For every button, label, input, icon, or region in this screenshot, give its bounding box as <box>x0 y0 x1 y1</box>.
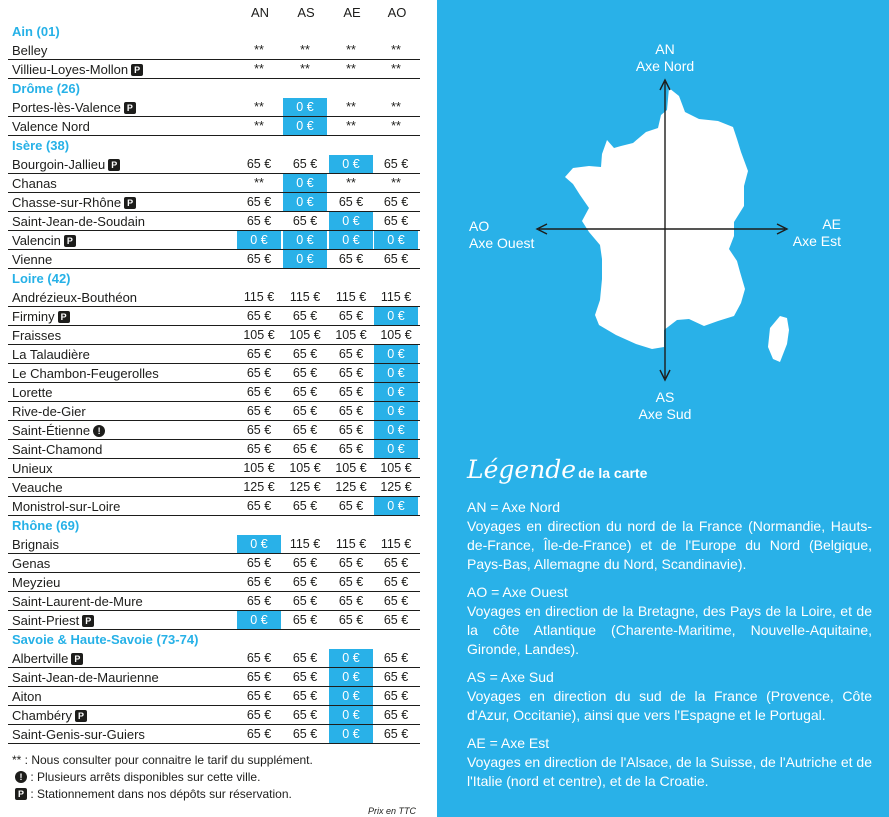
multi-stop-icon: ! <box>15 771 27 783</box>
city-cell <box>12 689 42 704</box>
price-cell-ae: 65 € <box>338 423 364 437</box>
legend-item <box>467 668 872 725</box>
city-name: Andrézieux-Bouthéon <box>12 290 138 305</box>
price-cell-as: 105 € <box>289 328 321 342</box>
legend-list <box>467 498 872 800</box>
price-cell-ao: ** <box>391 100 401 114</box>
city-cell <box>12 252 52 267</box>
legend-item-desc: Voyages en direction du nord de la France (Normandie, Hauts-de-France, Île-de-France) et de l'Europe du Nord (Belgique, Pays-Bas, Allemagne du Nord, Scandinavie). <box>467 518 872 572</box>
axis-north-label <box>627 41 703 75</box>
price-cell-an: ** <box>254 119 264 133</box>
section-title: Loire (42) <box>12 271 71 286</box>
price-cell-ae: 65 € <box>338 556 364 570</box>
legend-item-desc: Voyages en direction de l'Alsace, de la Suisse, de l'Autriche et de l'Italie (nord et centre), et de la Croatie. <box>467 754 872 789</box>
price-cell-as: 65 € <box>292 575 318 589</box>
price-cell-ae: 65 € <box>338 252 364 266</box>
table-row <box>8 706 420 725</box>
city-cell <box>12 594 143 609</box>
legend-item-head: AO = Axe Ouest <box>467 584 568 600</box>
price-cell-an: 65 € <box>246 195 272 209</box>
price-cell-an: 65 € <box>246 404 272 418</box>
city-name: Lorette <box>12 385 53 400</box>
table-row <box>8 402 420 421</box>
city-cell <box>12 423 105 438</box>
price-cell-ae: 0 € <box>329 687 373 705</box>
table-row <box>8 592 420 611</box>
price-cell-ae: ** <box>346 100 356 114</box>
table-row <box>8 364 420 383</box>
price-cell-ae: 65 € <box>338 347 364 361</box>
price-cell-as: 125 € <box>289 480 321 494</box>
table-row <box>8 250 420 269</box>
price-cell-an: 105 € <box>243 328 275 342</box>
price-cell-as: 65 € <box>292 442 318 456</box>
section-title: Rhône (69) <box>12 518 80 533</box>
price-cell-ae: ** <box>346 62 356 76</box>
price-cell-ao: 0 € <box>374 383 418 401</box>
price-cell-an: ** <box>254 62 264 76</box>
price-cell-ae: 65 € <box>338 575 364 589</box>
price-cell-ae: 105 € <box>335 461 367 475</box>
price-cell-ao: 65 € <box>383 613 409 627</box>
price-cell-an: ** <box>254 176 264 190</box>
price-cell-ao: 65 € <box>383 214 409 228</box>
axis-north-code: AN <box>655 41 675 57</box>
table-row <box>8 383 420 402</box>
multi-stop-icon: ! <box>93 425 105 437</box>
price-cell-an: 65 € <box>246 157 272 171</box>
price-cell-ao: 0 € <box>374 497 418 515</box>
table-row <box>8 288 420 307</box>
price-cell-ae: 0 € <box>329 706 373 724</box>
parking-icon: P <box>58 311 70 323</box>
price-cell-an: 125 € <box>243 480 275 494</box>
city-cell <box>12 385 52 400</box>
price-cell-an: 65 € <box>246 556 272 570</box>
price-cell-ae: ** <box>346 176 356 190</box>
legend-item <box>467 734 872 791</box>
price-cell-ae: 105 € <box>335 328 367 342</box>
section-header <box>8 22 420 41</box>
city-name: La Talaudière <box>12 347 90 362</box>
note-multi-stop <box>12 769 313 786</box>
price-cell-an: 65 € <box>246 214 272 228</box>
city-cell <box>12 575 60 590</box>
price-cell-ao: 115 € <box>380 537 412 551</box>
price-cell-an: 65 € <box>246 689 272 703</box>
city-name: Le Chambon-Feugerolles <box>12 366 159 381</box>
city-name: Villieu-Loyes-Mollon <box>12 62 129 77</box>
price-cell-ao: 65 € <box>383 651 409 665</box>
table-row <box>8 41 420 60</box>
price-cell-as: 65 € <box>292 214 318 228</box>
price-cell-as: 65 € <box>292 556 318 570</box>
price-cell-an: 115 € <box>243 290 275 304</box>
table-row <box>8 497 420 516</box>
parking-icon: P <box>75 710 87 722</box>
price-cell-an: 65 € <box>246 309 272 323</box>
city-cell <box>12 100 136 115</box>
table-row <box>8 174 420 193</box>
column-header-an: AN <box>250 5 270 20</box>
legend-item <box>467 583 872 659</box>
city-name: Aiton <box>12 689 42 704</box>
price-cell-ao: 0 € <box>374 231 418 249</box>
price-cell-as: 65 € <box>292 727 318 741</box>
price-cell-as: 65 € <box>292 404 318 418</box>
price-cell-ae: 65 € <box>338 385 364 399</box>
table-row <box>8 440 420 459</box>
parking-icon: P <box>64 235 76 247</box>
city-name: Chasse-sur-Rhône <box>12 195 122 210</box>
table-row <box>8 231 420 250</box>
price-cell-ao: 0 € <box>374 421 418 439</box>
price-cell-ae: 125 € <box>335 480 367 494</box>
city-name: Fraisses <box>12 328 62 343</box>
city-name: Saint-Laurent-de-Mure <box>12 594 143 609</box>
parking-icon: P <box>108 159 120 171</box>
price-cell-as: 65 € <box>292 613 318 627</box>
note-parking <box>12 786 313 803</box>
price-cell-ae: 65 € <box>338 499 364 513</box>
price-cell-ao: 125 € <box>380 480 412 494</box>
city-name: Albertville <box>12 651 69 666</box>
price-cell-an: 65 € <box>246 575 272 589</box>
legend-item-head: AS = Axe Sud <box>467 669 554 685</box>
price-cell-an: 105 € <box>243 461 275 475</box>
price-cell-an: 0 € <box>237 535 281 553</box>
city-cell <box>12 290 137 305</box>
section-header <box>8 136 420 155</box>
city-name: Unieux <box>12 461 53 476</box>
city-name: Rive-de-Gier <box>12 404 86 419</box>
city-name: Veauche <box>12 480 63 495</box>
price-cell-ao: ** <box>391 62 401 76</box>
note-parking-text: : Stationnement dans nos dépôts sur réservation. <box>30 787 292 801</box>
price-cell-as: 0 € <box>283 193 327 211</box>
price-cell-ao: 65 € <box>383 727 409 741</box>
price-cell-ae: 65 € <box>338 309 364 323</box>
price-cell-ae: 65 € <box>338 404 364 418</box>
section-header <box>8 79 420 98</box>
map-panel <box>437 0 889 817</box>
france-silhouette <box>565 88 748 349</box>
price-cell-ae: 0 € <box>329 725 373 743</box>
legend-title-script: Légende <box>467 455 577 484</box>
price-cell-an: 0 € <box>237 611 281 629</box>
city-cell <box>12 366 159 381</box>
section-header <box>8 269 420 288</box>
price-cell-ae: 65 € <box>338 366 364 380</box>
table-row <box>8 573 420 592</box>
price-note: Prix en TTC <box>368 806 417 816</box>
price-cell-ae: 115 € <box>335 537 367 551</box>
table-row <box>8 725 420 744</box>
city-name: Saint-Genis-sur-Guiers <box>12 727 145 742</box>
parking-icon: P <box>15 788 27 800</box>
section-title: Ain (01) <box>12 24 60 39</box>
city-cell <box>12 195 136 210</box>
price-cell-as: 65 € <box>292 309 318 323</box>
price-cell-an: 65 € <box>246 347 272 361</box>
city-name: Valencin <box>12 233 61 248</box>
parking-icon: P <box>124 197 136 209</box>
city-name: Meyzieu <box>12 575 61 590</box>
price-cell-ae: 115 € <box>335 290 367 304</box>
table-row <box>8 687 420 706</box>
city-cell <box>12 670 159 685</box>
city-name: Vienne <box>12 252 53 267</box>
price-cell-ao: 65 € <box>383 594 409 608</box>
city-cell <box>12 537 59 552</box>
table-row <box>8 345 420 364</box>
table-row <box>8 60 420 79</box>
parking-icon: P <box>124 102 136 114</box>
axis-west-label <box>469 218 534 252</box>
price-cell-ae: 65 € <box>338 594 364 608</box>
parking-icon: P <box>131 64 143 76</box>
price-cell-an: 65 € <box>246 651 272 665</box>
city-cell <box>12 157 120 172</box>
price-cell-ao: 0 € <box>374 440 418 458</box>
city-cell <box>12 309 70 324</box>
price-cell-an: 65 € <box>246 670 272 684</box>
city-name: Chambéry <box>12 708 72 723</box>
city-name: Saint-Jean-de-Soudain <box>12 214 145 229</box>
city-cell <box>12 404 86 419</box>
corsica-silhouette <box>768 316 789 362</box>
city-cell <box>12 328 61 343</box>
price-cell-ao: 105 € <box>380 461 412 475</box>
city-cell <box>12 727 145 742</box>
axis-west-code: AO <box>469 218 490 234</box>
city-name: Portes-lès-Valence <box>12 100 121 115</box>
price-cell-ae: 65 € <box>338 195 364 209</box>
legend-item-head: AE = Axe Est <box>467 735 550 751</box>
city-name: Valence Nord <box>12 119 90 134</box>
price-cell-ao: 65 € <box>383 556 409 570</box>
price-cell-as: 65 € <box>292 670 318 684</box>
price-cell-an: 65 € <box>246 366 272 380</box>
city-cell <box>12 119 90 134</box>
city-cell <box>12 176 57 191</box>
price-cell-an: ** <box>254 43 264 57</box>
price-cell-ae: ** <box>346 43 356 57</box>
price-cell-an: 65 € <box>246 708 272 722</box>
city-cell <box>12 480 63 495</box>
price-cell-ae: 65 € <box>338 613 364 627</box>
price-cell-as: 0 € <box>283 117 327 135</box>
price-cell-as: 0 € <box>283 231 327 249</box>
note-stars-text: ** : Nous consulter pour connaitre le tarif du supplément. <box>12 753 313 767</box>
price-cell-ao: 65 € <box>383 252 409 266</box>
price-cell-as: 0 € <box>283 98 327 116</box>
price-cell-as: 65 € <box>292 499 318 513</box>
city-cell <box>12 708 87 723</box>
city-name: Belley <box>12 43 48 58</box>
legend-title-rest: de la carte <box>578 465 648 481</box>
price-cell-as: ** <box>300 43 310 57</box>
axis-south-code: AS <box>655 389 675 405</box>
price-cell-ao: 65 € <box>383 157 409 171</box>
price-cell-as: 65 € <box>292 385 318 399</box>
table-row <box>8 611 420 630</box>
price-cell-ao: 0 € <box>374 345 418 363</box>
price-cell-as: 0 € <box>283 174 327 192</box>
note-stars <box>12 752 313 769</box>
table-row <box>8 117 420 136</box>
parking-icon: P <box>82 615 94 627</box>
axis-east-name: Axe Est <box>792 233 841 249</box>
table-row <box>8 155 420 174</box>
price-cell-an: ** <box>254 100 264 114</box>
price-cell-ao: 105 € <box>380 328 412 342</box>
price-cell-an: 65 € <box>246 442 272 456</box>
city-cell <box>12 233 76 248</box>
tariff-table <box>8 0 420 744</box>
city-cell <box>12 62 143 77</box>
price-cell-an: 65 € <box>246 385 272 399</box>
city-cell <box>12 442 102 457</box>
price-cell-as: 65 € <box>292 594 318 608</box>
price-cell-ae: 0 € <box>329 231 373 249</box>
price-cell-ae: ** <box>346 119 356 133</box>
city-name: Saint-Priest <box>12 613 80 628</box>
section-header <box>8 516 420 535</box>
table-row <box>8 326 420 345</box>
city-name: Genas <box>12 556 51 571</box>
price-cell-as: 65 € <box>292 366 318 380</box>
axis-west-name: Axe Ouest <box>469 235 535 251</box>
price-cell-an: 65 € <box>246 252 272 266</box>
axis-east-code: AE <box>822 216 841 232</box>
city-cell <box>12 347 90 362</box>
table-header <box>8 0 420 22</box>
price-cell-as: ** <box>300 62 310 76</box>
city-cell <box>12 43 47 58</box>
price-cell-as: 115 € <box>289 290 321 304</box>
price-cell-ao: 65 € <box>383 708 409 722</box>
city-cell <box>12 651 83 666</box>
legend-item-head: AN = Axe Nord <box>467 499 560 515</box>
city-name: Saint-Chamond <box>12 442 103 457</box>
price-cell-an: 65 € <box>246 594 272 608</box>
column-header-ao: AO <box>387 5 407 20</box>
table-notes <box>12 752 313 803</box>
section-header <box>8 630 420 649</box>
price-cell-an: 65 € <box>246 423 272 437</box>
legend-item-desc: Voyages en direction de la Bretagne, des Pays de la Loire, et de la côte Atlantique (Charente-Maritime, Nouvelle-Aquitaine, Gironde, Landes). <box>467 603 872 657</box>
table-row <box>8 421 420 440</box>
table-row <box>8 535 420 554</box>
price-cell-ao: 0 € <box>374 364 418 382</box>
table-row <box>8 193 420 212</box>
city-name: Bourgoin-Jallieu <box>12 157 106 172</box>
price-cell-as: 105 € <box>289 461 321 475</box>
city-cell <box>12 214 145 229</box>
legend-title <box>467 455 647 484</box>
city-cell <box>12 499 120 514</box>
price-cell-ao: ** <box>391 176 401 190</box>
price-cell-as: 65 € <box>292 708 318 722</box>
price-cell-ao: 65 € <box>383 575 409 589</box>
table-body <box>8 22 420 744</box>
section-title: Savoie & Haute-Savoie (73-74) <box>12 632 199 647</box>
table-row <box>8 459 420 478</box>
section-title: Drôme (26) <box>12 81 80 96</box>
table-row <box>8 668 420 687</box>
axis-north-name: Axe Nord <box>635 58 695 74</box>
table-row <box>8 307 420 326</box>
note-multi-stop-text: : Plusieurs arrêts disponibles sur cette ville. <box>30 770 261 784</box>
table-row <box>8 98 420 117</box>
price-cell-an: 0 € <box>237 231 281 249</box>
section-title: Isère (38) <box>12 138 70 153</box>
price-cell-as: 65 € <box>292 689 318 703</box>
city-name: Firminy <box>12 309 55 324</box>
price-cell-ae: 0 € <box>329 668 373 686</box>
price-cell-an: 65 € <box>246 727 272 741</box>
table-row <box>8 478 420 497</box>
table-row <box>8 554 420 573</box>
price-cell-ao: ** <box>391 119 401 133</box>
axis-south-name: Axe Sud <box>638 406 692 422</box>
city-name: Chanas <box>12 176 57 191</box>
table-row <box>8 212 420 231</box>
legend-item-desc: Voyages en direction du sud de la France (Provence, Côte d'Azur, Occitanie), ainsi que vers l'Espagne et le Portugal. <box>467 688 872 723</box>
price-cell-ao: ** <box>391 43 401 57</box>
price-cell-ao: 0 € <box>374 402 418 420</box>
price-cell-ao: 115 € <box>380 290 412 304</box>
city-name: Brignais <box>12 537 59 552</box>
city-name: Saint-Jean-de-Maurienne <box>12 670 159 685</box>
price-cell-as: 0 € <box>283 250 327 268</box>
column-header-ae: AE <box>343 5 361 20</box>
price-cell-ao: 65 € <box>383 195 409 209</box>
axis-east-label <box>783 216 841 250</box>
city-cell <box>12 461 52 476</box>
price-cell-ao: 65 € <box>383 689 409 703</box>
price-cell-as: 65 € <box>292 157 318 171</box>
city-cell <box>12 613 94 628</box>
city-cell <box>12 556 50 571</box>
price-cell-ao: 0 € <box>374 307 418 325</box>
price-cell-ae: 0 € <box>329 212 373 230</box>
price-cell-as: 65 € <box>292 423 318 437</box>
price-cell-ao: 65 € <box>383 670 409 684</box>
column-header-as: AS <box>297 5 315 20</box>
price-cell-as: 65 € <box>292 651 318 665</box>
price-cell-ae: 0 € <box>329 649 373 667</box>
price-cell-as: 115 € <box>289 537 321 551</box>
price-cell-as: 65 € <box>292 347 318 361</box>
axis-south-label <box>627 389 703 423</box>
legend-item <box>467 498 872 574</box>
price-cell-ae: 0 € <box>329 155 373 173</box>
parking-icon: P <box>71 653 83 665</box>
price-cell-ae: 65 € <box>338 442 364 456</box>
city-name: Saint-Étienne <box>12 423 91 438</box>
price-cell-an: 65 € <box>246 499 272 513</box>
city-name: Monistrol-sur-Loire <box>12 499 121 514</box>
table-row <box>8 649 420 668</box>
